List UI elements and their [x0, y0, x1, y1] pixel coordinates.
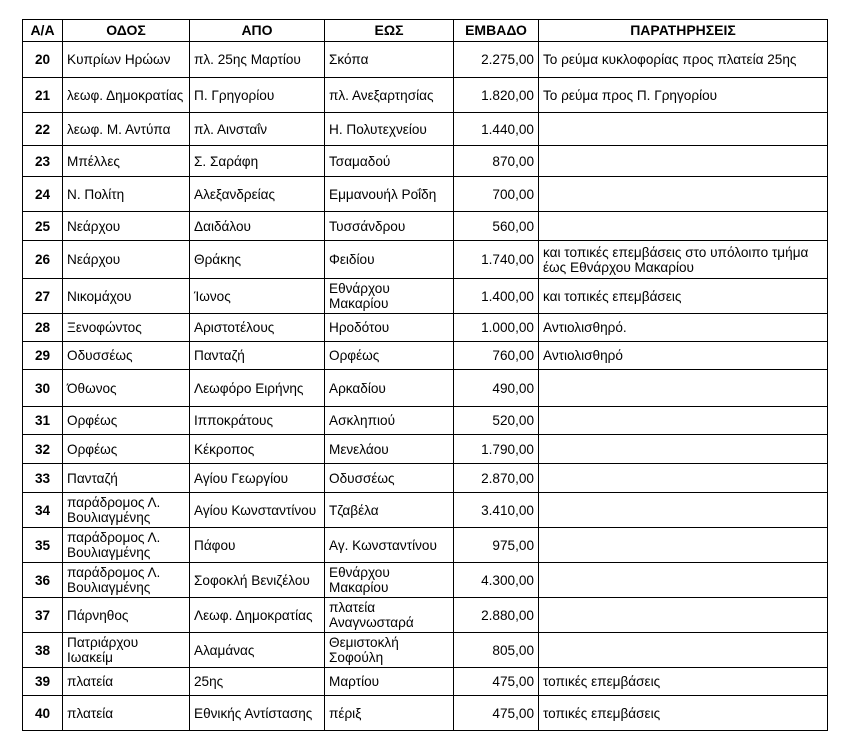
cell-odos: παράδρομος Λ. Βουλιαγμένης [63, 493, 190, 528]
cell-notes: τοπικές επεμβάσεις [539, 696, 828, 731]
cell-aa: 23 [23, 146, 63, 177]
table-row [23, 464, 828, 493]
cell-aa: 29 [23, 342, 63, 370]
table-row [23, 146, 828, 177]
cell-apo: Δαιδάλου [190, 212, 325, 241]
table-row [23, 633, 828, 668]
table-row [23, 696, 828, 731]
cell-aa: 40 [23, 696, 63, 731]
cell-emvado: 1.000,00 [454, 314, 539, 342]
cell-apo: Αγίου Κωνσταντίνου [190, 493, 325, 528]
table-row [23, 407, 828, 435]
cell-eos: Ορφέως [325, 342, 454, 370]
cell-eos: πέριξ [325, 696, 454, 731]
cell-apo: Αγίου Γεωργίου [190, 464, 325, 493]
cell-notes [539, 493, 828, 528]
table-row [23, 370, 828, 407]
col-header-aa: Α/Α [23, 20, 63, 42]
cell-emvado: 975,00 [454, 528, 539, 563]
cell-odos: Ν. Πολίτη [63, 177, 190, 212]
table-row [23, 493, 828, 528]
cell-notes [539, 598, 828, 633]
cell-emvado: 2.275,00 [454, 42, 539, 78]
col-header-emvado: ΕΜΒΑΔΟ [454, 20, 539, 42]
cell-apo: Πάφου [190, 528, 325, 563]
cell-eos: Θεμιστοκλή Σοφούλη [325, 633, 454, 668]
cell-aa: 32 [23, 435, 63, 464]
cell-eos: Αρκαδίου [325, 370, 454, 407]
cell-odos: Πάρνηθος [63, 598, 190, 633]
cell-aa: 39 [23, 668, 63, 696]
cell-eos: Τζαβέλα [325, 493, 454, 528]
table-row [23, 528, 828, 563]
cell-aa: 28 [23, 314, 63, 342]
cell-notes: και τοπικές επεμβάσεις στο υπόλοιπο τμήμα έως Εθνάρχου Μακαρίου [539, 241, 828, 279]
cell-odos: Μπέλλες [63, 146, 190, 177]
cell-notes: Το ρεύμα προς Π. Γρηγορίου [539, 78, 828, 113]
col-header-notes: ΠΑΡΑΤΗΡΗΣΕΙΣ [539, 20, 828, 42]
table-row [23, 177, 828, 212]
cell-eos: Σκόπα [325, 42, 454, 78]
cell-emvado: 475,00 [454, 696, 539, 731]
cell-odos: λεωφ. Μ. Αντύπα [63, 113, 190, 146]
cell-notes: τοπικές επεμβάσεις [539, 668, 828, 696]
cell-odos: Νεάρχου [63, 212, 190, 241]
cell-aa: 20 [23, 42, 63, 78]
cell-emvado: 475,00 [454, 668, 539, 696]
col-header-apo: ΑΠΟ [190, 20, 325, 42]
cell-emvado: 1.740,00 [454, 241, 539, 279]
cell-odos: Ξενοφώντος [63, 314, 190, 342]
cell-notes [539, 633, 828, 668]
cell-notes [539, 528, 828, 563]
col-header-odos: ΟΔΟΣ [63, 20, 190, 42]
cell-emvado: 520,00 [454, 407, 539, 435]
table-row [23, 563, 828, 598]
col-header-eos: ΕΩΣ [325, 20, 454, 42]
table-row [23, 342, 828, 370]
cell-odos: Ορφέως [63, 435, 190, 464]
cell-emvado: 870,00 [454, 146, 539, 177]
header-row [23, 20, 828, 42]
cell-odos: Ορφέως [63, 407, 190, 435]
cell-eos: Η. Πολυτεχνείου [325, 113, 454, 146]
cell-apo: Εθνικής Αντίστασης [190, 696, 325, 731]
cell-emvado: 490,00 [454, 370, 539, 407]
cell-emvado: 560,00 [454, 212, 539, 241]
cell-eos: Εθνάρχου Μακαρίου [325, 563, 454, 598]
cell-emvado: 2.880,00 [454, 598, 539, 633]
cell-apo: Κέκροπος [190, 435, 325, 464]
cell-eos: Αγ. Κωνσταντίνου [325, 528, 454, 563]
table-row [23, 212, 828, 241]
cell-emvado: 700,00 [454, 177, 539, 212]
cell-odos: πλατεία [63, 668, 190, 696]
cell-odos: Πανταζή [63, 464, 190, 493]
cell-notes [539, 146, 828, 177]
cell-emvado: 1.790,00 [454, 435, 539, 464]
cell-apo: Ιπποκράτους [190, 407, 325, 435]
cell-eos: Μαρτίου [325, 668, 454, 696]
cell-aa: 25 [23, 212, 63, 241]
roads-table [22, 19, 828, 731]
cell-eos: πλατεία Αναγνωσταρά [325, 598, 454, 633]
cell-odos: Οδυσσέως [63, 342, 190, 370]
table-row [23, 668, 828, 696]
cell-apo: Λεωφόρο Ειρήνης [190, 370, 325, 407]
cell-apo: Θράκης [190, 241, 325, 279]
cell-eos: πλ. Ανεξαρτησίας [325, 78, 454, 113]
table-row [23, 113, 828, 146]
table-row [23, 314, 828, 342]
cell-odos: Πατριάρχου Ιωακείμ [63, 633, 190, 668]
cell-eos: Οδυσσέως [325, 464, 454, 493]
cell-odos: Κυπρίων Ηρώων [63, 42, 190, 78]
cell-aa: 38 [23, 633, 63, 668]
cell-aa: 27 [23, 279, 63, 314]
cell-apo: Ίωνος [190, 279, 325, 314]
table-row [23, 598, 828, 633]
cell-aa: 26 [23, 241, 63, 279]
cell-aa: 21 [23, 78, 63, 113]
cell-apo: Αλεξανδρείας [190, 177, 325, 212]
cell-aa: 36 [23, 563, 63, 598]
cell-emvado: 2.870,00 [454, 464, 539, 493]
cell-odos: παράδρομος Λ. Βουλιαγμένης [63, 528, 190, 563]
cell-emvado: 805,00 [454, 633, 539, 668]
cell-odos: παράδρομος Λ. Βουλιαγμένης [63, 563, 190, 598]
cell-apo: Π. Γρηγορίου [190, 78, 325, 113]
cell-notes: Αντιολισθηρό. [539, 314, 828, 342]
table-row [23, 78, 828, 113]
cell-notes: και τοπικές επεμβάσεις [539, 279, 828, 314]
cell-notes [539, 113, 828, 146]
cell-eos: Τσαμαδού [325, 146, 454, 177]
cell-aa: 30 [23, 370, 63, 407]
cell-odos: Νικομάχου [63, 279, 190, 314]
cell-notes [539, 563, 828, 598]
cell-odos: πλατεία [63, 696, 190, 731]
cell-eos: Ηροδότου [325, 314, 454, 342]
table-row [23, 279, 828, 314]
cell-aa: 22 [23, 113, 63, 146]
cell-notes [539, 464, 828, 493]
cell-odos: Νεάρχου [63, 241, 190, 279]
table-row [23, 435, 828, 464]
cell-emvado: 3.410,00 [454, 493, 539, 528]
cell-apo: 25ης [190, 668, 325, 696]
cell-aa: 24 [23, 177, 63, 212]
cell-apo: Πανταζή [190, 342, 325, 370]
cell-eos: Τυσσάνδρου [325, 212, 454, 241]
cell-aa: 34 [23, 493, 63, 528]
cell-apo: πλ. 25ης Μαρτίου [190, 42, 325, 78]
cell-notes [539, 370, 828, 407]
cell-notes [539, 407, 828, 435]
cell-odos: λεωφ. Δημοκρατίας [63, 78, 190, 113]
cell-eos: Εθνάρχου Μακαρίου [325, 279, 454, 314]
cell-notes [539, 177, 828, 212]
cell-aa: 35 [23, 528, 63, 563]
cell-apo: Αλαμάνας [190, 633, 325, 668]
cell-emvado: 4.300,00 [454, 563, 539, 598]
cell-emvado: 1.440,00 [454, 113, 539, 146]
cell-emvado: 1.400,00 [454, 279, 539, 314]
cell-eos: Φειδίου [325, 241, 454, 279]
cell-aa: 37 [23, 598, 63, 633]
cell-apo: Αριστοτέλους [190, 314, 325, 342]
cell-apo: Σοφοκλή Βενιζέλου [190, 563, 325, 598]
cell-eos: Μενελάου [325, 435, 454, 464]
cell-notes [539, 212, 828, 241]
cell-apo: πλ. Αινσταΐν [190, 113, 325, 146]
cell-notes [539, 435, 828, 464]
cell-odos: Όθωνος [63, 370, 190, 407]
table-row [23, 42, 828, 78]
cell-emvado: 760,00 [454, 342, 539, 370]
cell-apo: Λεωφ. Δημοκρατίας [190, 598, 325, 633]
cell-eos: Ασκληπιού [325, 407, 454, 435]
table-row [23, 241, 828, 279]
cell-eos: Εμμανουήλ Ροΐδη [325, 177, 454, 212]
cell-notes: Αντιολισθηρό [539, 342, 828, 370]
cell-emvado: 1.820,00 [454, 78, 539, 113]
cell-notes: Το ρεύμα κυκλοφορίας προς πλατεία 25ης [539, 42, 828, 78]
cell-apo: Σ. Σαράφη [190, 146, 325, 177]
cell-aa: 31 [23, 407, 63, 435]
cell-aa: 33 [23, 464, 63, 493]
